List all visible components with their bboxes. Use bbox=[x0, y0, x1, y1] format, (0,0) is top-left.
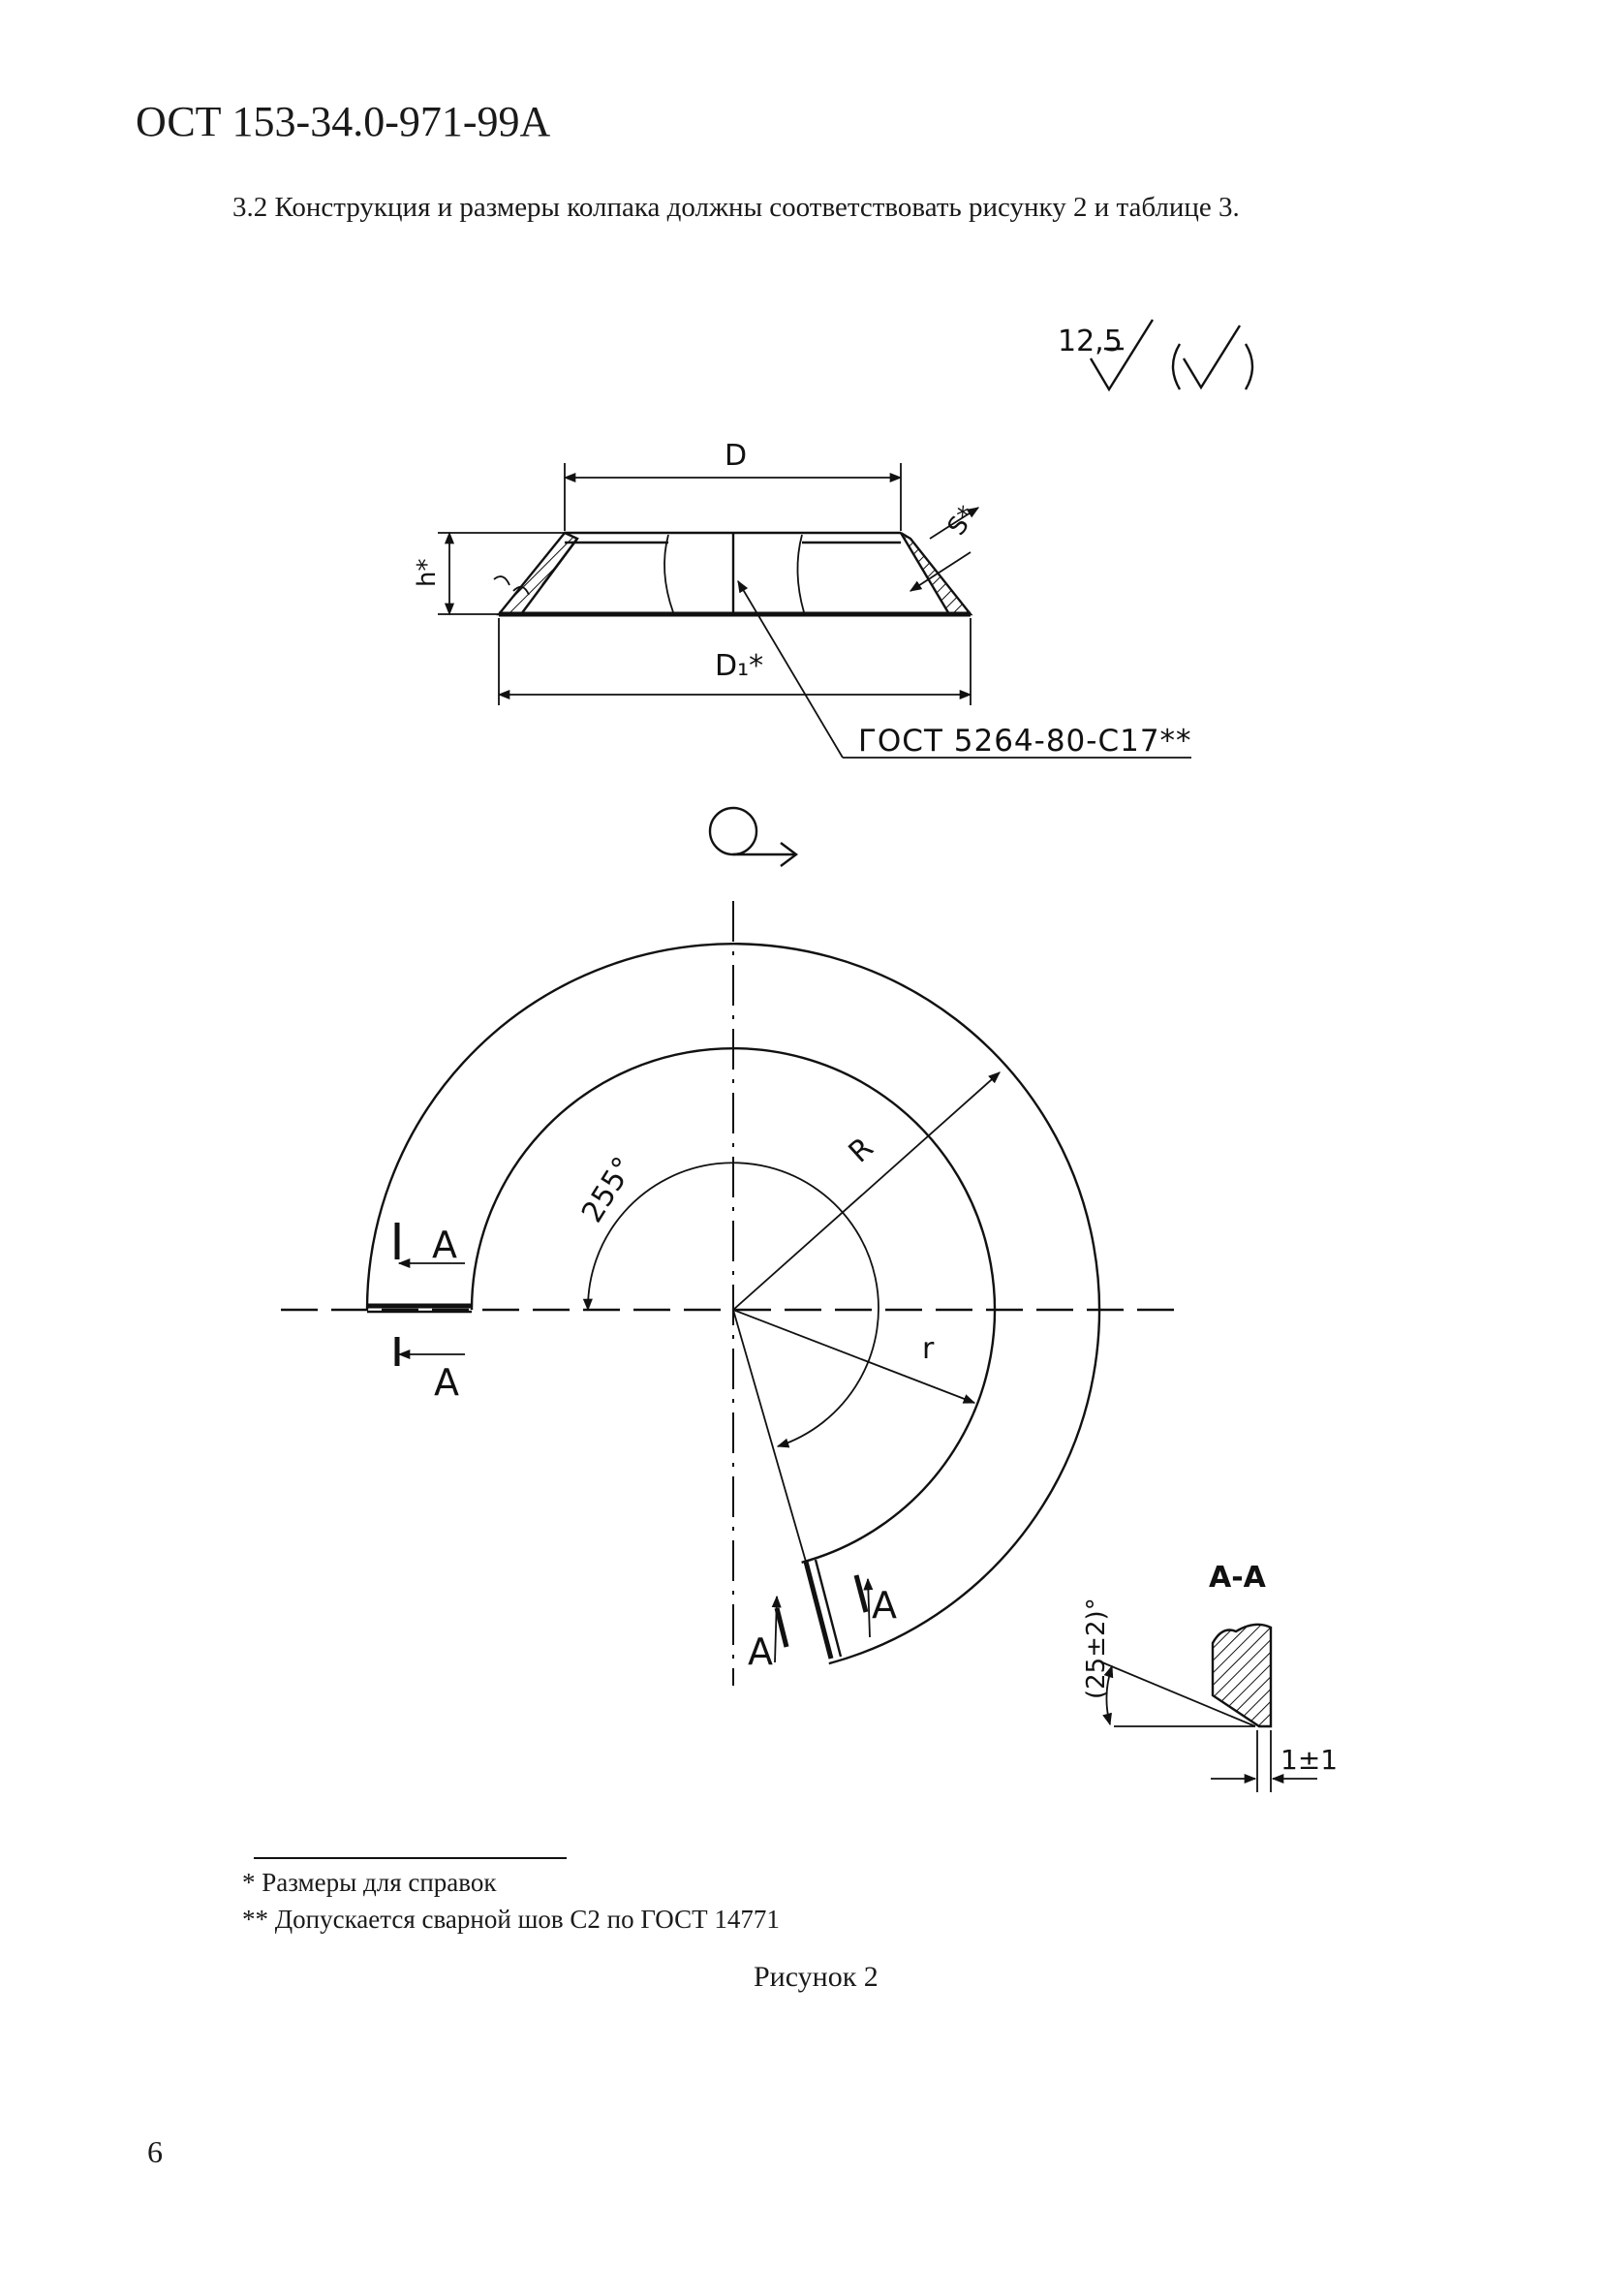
intro-paragraph: 3.2 Конструкция и размеры колпака должны соответствовать рисунку 2 и таблице 3. bbox=[232, 192, 1240, 223]
radius-R-line bbox=[733, 1072, 1000, 1310]
circle-icon bbox=[710, 808, 756, 854]
cap-section-view bbox=[413, 439, 1192, 759]
dim-label-S: S* bbox=[941, 501, 983, 542]
paren-right-icon bbox=[1246, 344, 1252, 389]
section-arrow-bottom-right bbox=[868, 1579, 870, 1637]
bevel-angle-label: (25±2)° bbox=[1082, 1598, 1111, 1699]
section-label-bottom-right: А bbox=[872, 1584, 897, 1627]
flat-pattern-view bbox=[281, 901, 1177, 1686]
wall-left-hatch bbox=[499, 533, 577, 614]
edge-section-hatch bbox=[1213, 1625, 1271, 1726]
roughness-value: 12,5 bbox=[1058, 325, 1123, 358]
flat-pattern-symbol bbox=[710, 808, 796, 866]
page-number: 6 bbox=[147, 2134, 163, 2169]
weld-reference: ГОСТ 5264-80-С17** bbox=[858, 724, 1192, 759]
dim-label-D1: D₁* bbox=[715, 649, 764, 683]
dim-label-D: D bbox=[725, 439, 748, 473]
paren-left-icon bbox=[1173, 344, 1180, 389]
doc-code: ОСТ 153-34.0-971-99А bbox=[136, 98, 551, 145]
figure-caption: Рисунок 2 bbox=[754, 1961, 879, 1993]
gap-label: 1±1 bbox=[1280, 1744, 1339, 1776]
footnote-1: * Размеры для справок bbox=[242, 1868, 497, 1897]
radius-R-label: R bbox=[842, 1131, 880, 1170]
angle-mark-left bbox=[494, 576, 509, 585]
section-AA-view bbox=[1082, 1561, 1338, 1792]
sector-radius-line bbox=[733, 1310, 806, 1562]
roughness-symbol bbox=[1058, 320, 1252, 389]
section-label-lower: А bbox=[434, 1361, 459, 1404]
section-arrow-bottom-left bbox=[775, 1597, 777, 1662]
angle-label-255: 255° bbox=[574, 1151, 641, 1229]
section-label-upper: А bbox=[432, 1224, 457, 1266]
dim-label-h: h* bbox=[413, 558, 442, 587]
radius-r-label: r bbox=[922, 1332, 935, 1366]
break-line-right bbox=[797, 535, 804, 612]
edge-bottom bbox=[806, 1562, 831, 1659]
roughness-check-small-icon bbox=[1184, 326, 1240, 388]
footnote-2: ** Допускается сварной шов С2 по ГОСТ 14771 bbox=[242, 1905, 780, 1934]
break-line-left bbox=[664, 535, 673, 612]
section-AA-title: А-А bbox=[1209, 1561, 1266, 1595]
section-label-bottom-left: А bbox=[748, 1630, 773, 1673]
wall-right-hatch bbox=[901, 533, 971, 614]
